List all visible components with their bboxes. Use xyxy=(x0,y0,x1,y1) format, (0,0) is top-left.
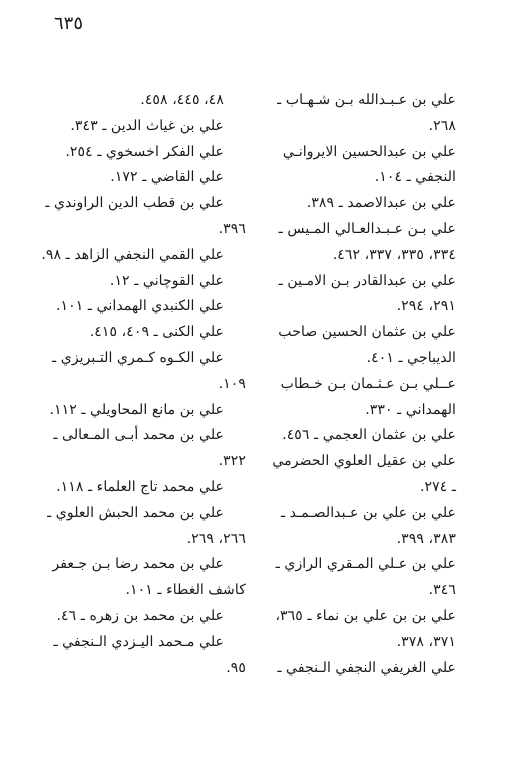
index-entry xyxy=(258,217,456,269)
entry-name-line: علي بن عـبـدالله بـن شـهـاب ـ xyxy=(277,92,456,108)
entry-name-line: علي الكنى ـ ٤٠٩، ٤١٥. xyxy=(89,324,224,341)
index-column-left xyxy=(41,88,246,681)
entry-continuation-line: ٣٩٦. xyxy=(218,220,246,237)
entry-name-line: علي بن عثمان العجمي ـ ٤٥٦. xyxy=(282,427,456,444)
index-entry xyxy=(48,114,246,140)
entry-name-line: علي بن علي بن عـبدالصـمـد ـ xyxy=(280,504,456,521)
entry-name-line: علي بن عبدالحسين الايروانـي xyxy=(282,143,456,160)
index-entry xyxy=(48,165,246,191)
entry-name-line: علي بن قطب الدين الراوندي ـ xyxy=(45,195,224,212)
entry-continuation-line: ٢٦٦، ٢٦٩. xyxy=(186,530,246,547)
entry-continuation-line: الهمداني ـ ٣٣٠. xyxy=(365,401,456,418)
entry-continuation-line: ٢٩١، ٢٩٤. xyxy=(396,298,456,315)
entry-continuation-line: الديباجي ـ ٤٠١. xyxy=(366,349,456,366)
entry-name-line: علي الكـوه كـمري التـبريزي ـ xyxy=(52,349,224,366)
index-entry xyxy=(48,398,246,424)
entry-continuation-line: ٣٨٣، ٣٩٩. xyxy=(396,530,456,547)
index-entry xyxy=(48,423,246,475)
index-entry xyxy=(258,423,456,449)
index-entry xyxy=(45,191,246,243)
index-column-right xyxy=(258,88,456,681)
index-entry xyxy=(48,501,246,553)
entry-continuation-line: النجفي ـ ١٠٤. xyxy=(374,169,456,186)
index-entry xyxy=(48,294,246,320)
entry-name-line: ٤٨، ٤٤٥، ٤٥٨. xyxy=(140,92,224,108)
entry-name-line: علي بن محمد بن زهره ـ ٤٦. xyxy=(56,607,224,624)
entry-continuation-line: ٢٦٨. xyxy=(428,117,456,134)
index-entry xyxy=(258,604,456,656)
entry-name-line: علي الفكر اخسخوي ـ ٢٥٤. xyxy=(65,143,224,160)
index-entry xyxy=(48,552,246,604)
entry-name-line: علي بن بن علي بن نماء ـ ٣٦٥، xyxy=(275,607,456,624)
entry-continuation-line: ٣٢٢. xyxy=(218,453,246,470)
entry-continuation-line: ـ ٢٧٤. xyxy=(419,478,456,495)
index-entry xyxy=(48,630,246,682)
entry-name-line: علي الغريفي النجفي الـنجفي ـ xyxy=(277,659,456,676)
index-entry xyxy=(258,320,456,372)
index-entry xyxy=(258,656,456,682)
entry-name-line: علي القاضي ـ ١٧٢. xyxy=(110,169,224,186)
entry-name-line: علي بن غياث الدين ـ ٣٤٣. xyxy=(70,117,224,134)
entry-continuation-line: ٣٤٦. xyxy=(428,582,456,599)
index-entry xyxy=(48,140,246,166)
entry-name-line: علي القمي النجفي الزاهد ـ ٩٨. xyxy=(41,246,224,263)
entry-continuation-line: ٣٧١، ٣٧٨. xyxy=(396,633,456,650)
entry-name-line: عــلي بـن عـثـمان بـن خـطاب xyxy=(280,375,456,392)
index-entry xyxy=(48,475,246,501)
index-entry xyxy=(258,191,456,217)
index-entry xyxy=(48,269,246,295)
index-entry xyxy=(258,140,456,192)
entry-name-line: علي مـحمد اليـزدي الـنجفي ـ xyxy=(53,633,224,650)
entry-continuation-line: كاشف الغطاء ـ ١٠١. xyxy=(125,582,246,599)
entry-name-line: علي بن محمد الحبش العلوي ـ xyxy=(47,504,224,521)
entry-name-line: علي محمد تاج العلماء ـ ١١٨. xyxy=(56,478,224,495)
index-entry xyxy=(258,449,456,501)
entry-continuation-line: ٣٣٤، ٣٣٥، ٣٣٧، ٤٦٢. xyxy=(332,246,456,263)
entry-continuation-line: ١٠٩. xyxy=(218,375,246,392)
entry-name-line: علي بن عـلي المـقري الرازي ـ xyxy=(275,556,456,573)
index-entry xyxy=(258,501,456,553)
entry-name-line: علي بـن عـبـدالعـالي المـيس ـ xyxy=(278,220,456,237)
index-entry xyxy=(258,88,456,140)
entry-name-line: علي بن محمد أبـى المـعالى ـ xyxy=(53,427,224,444)
index-entry xyxy=(258,372,456,424)
index-entry xyxy=(48,604,246,630)
entry-name-line: علي بن عبدالقادر بـن الامـين ـ xyxy=(278,272,456,289)
entry-continuation-line: ٩٥. xyxy=(226,659,246,676)
index-entry xyxy=(41,243,246,269)
entry-name-line: علي بن محمد رضا بـن جـعفر xyxy=(52,556,224,573)
entry-name-line: علي الكنبدي الهمداني ـ ١٠١. xyxy=(56,298,224,315)
index-entry xyxy=(258,552,456,604)
entry-name-line: علي بن مانع المحاويلي ـ ١١٢. xyxy=(49,401,224,418)
entry-name-line: علي بن عقيل العلوي الحضرمي xyxy=(272,453,456,470)
index-entry xyxy=(48,320,246,346)
index-entry xyxy=(48,346,246,398)
entry-name-line: علي القوچاني ـ ١٢. xyxy=(109,272,224,289)
entry-name-line: علي بن عثمان الحسين صاحب xyxy=(278,324,456,341)
index-entry xyxy=(48,88,246,114)
page-number: ٦٣٥ xyxy=(54,13,84,34)
entry-name-line: علي بن عبدالاصمد ـ ٣٨٩. xyxy=(306,195,456,212)
index-entry xyxy=(258,269,456,321)
